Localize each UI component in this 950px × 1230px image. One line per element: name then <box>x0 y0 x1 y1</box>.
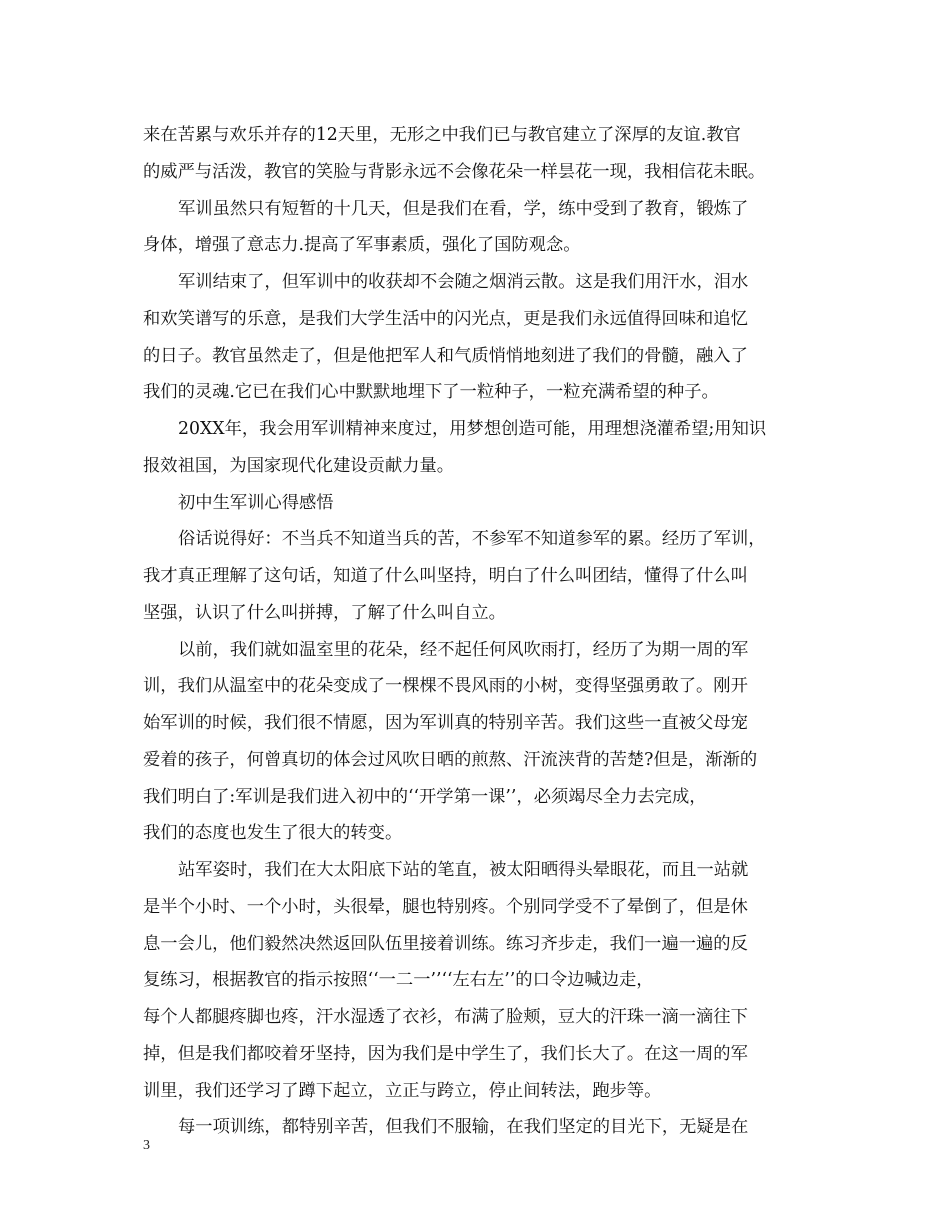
text-line: 复练习，根据教官的指示按照‘‘一二一’’‘‘左右左’’的口令边喊边走， <box>143 970 654 991</box>
text-line: 和欢笑谱写的乐意，是我们大学生活中的闪光点，更是我们永远值得回味和追忆 <box>143 308 748 329</box>
text-line: 息一会儿，他们毅然决然返回队伍里接着训练。练习齐步走，我们一遍一遍的反 <box>143 933 748 954</box>
text-line: 我们的灵魂.它已在我们心中默默地埋下了一粒种子，一粒充满希望的种子。 <box>143 382 719 403</box>
text-line: 报效祖国，为国家现代化建设贡献力量。 <box>143 455 455 476</box>
text-line: 军训虽然只有短暂的十几天，但是我们在看，学，练中受到了教育，锻炼了 <box>178 198 749 219</box>
text-line: 以前，我们就如温室里的花朵，经不起任何风吹雨打，经历了为期一周的军 <box>178 639 749 660</box>
text-line: 军训结束了，但军训中的收获却不会随之烟消云散。这是我们用汗水，泪水 <box>178 272 749 292</box>
text-line: 的威严与活泼，教官的笑脸与背影永远不会像花朵一样昙花一现，我相信花未眠。 <box>143 161 766 182</box>
document-body <box>143 117 815 1146</box>
text-line: 我才真正理解了这句话，知道了什么叫坚持，明白了什么叫团结，懂得了什么叫 <box>143 566 748 586</box>
text-line: 训，我们从温室中的花朵变成了一棵棵不畏风雨的小树，变得坚强勇敢了。刚开 <box>143 676 748 697</box>
text-line: 20XX年，我会用军训精神来度过，用梦想创造可能，用理想浇灌希望;用知识 <box>178 419 767 439</box>
text-line: 训里，我们还学习了蹲下起立，立正与跨立，停止间转法，跑步等。 <box>143 1080 662 1101</box>
text-line: 掉，但是我们都咬着牙坚持，因为我们是中学生了，我们长大了。在这一周的军 <box>143 1043 748 1064</box>
text-line: 的日子。教官虽然走了，但是他把军人和气质悄悄地刻进了我们的骨髓，融入了 <box>143 345 748 366</box>
text-line: 每个人都腿疼脚也疼，汗水湿透了衣衫，布满了脸颊，豆大的汗珠一滴一滴往下 <box>143 1007 748 1027</box>
text-line: 每一项训练，都特别辛苦，但我们不服输，在我们坚定的目光下，无疑是在 <box>178 1117 749 1138</box>
section-heading: 初中生军训心得感悟 <box>178 492 334 513</box>
text-line: 坚强，认识了什么叫拼搏，了解了什么叫自立。 <box>143 602 506 623</box>
text-line: 爱着的孩子，何曾真切的体会过风吹日晒的煎熬、汗流浃背的苦楚?但是，渐渐的 <box>143 749 758 770</box>
text-line: 始军训的时候，我们很不情愿，因为军训真的特别辛苦。我们这些一直被父母宠 <box>143 713 748 733</box>
page-number: 3 <box>143 1138 150 1153</box>
text-line: 站军姿时，我们在大太阳底下站的笔直，被太阳晒得头晕眼花，而且一站就 <box>178 860 749 880</box>
text-line: 我们的态度也发生了很大的转变。 <box>143 823 403 844</box>
text-line: 俗话说得好：不当兵不知道当兵的苦，不参军不知道参军的累。经历了军训， <box>178 529 766 550</box>
text-line: 是半个小时、一个小时，头很晕，腿也特别疼。个别同学受不了晕倒了，但是休 <box>143 896 748 917</box>
text-line: 身体，增强了意志力.提高了军事素质，强化了国防观念。 <box>143 235 581 256</box>
text-line: 来在苦累与欢乐并存的12天里，无形之中我们已与教官建立了深厚的友谊.教官 <box>143 125 741 145</box>
text-line: 我们明白了:军训是我们进入初中的‘‘开学第一课’’，必须竭尽全力去完成， <box>143 786 707 807</box>
